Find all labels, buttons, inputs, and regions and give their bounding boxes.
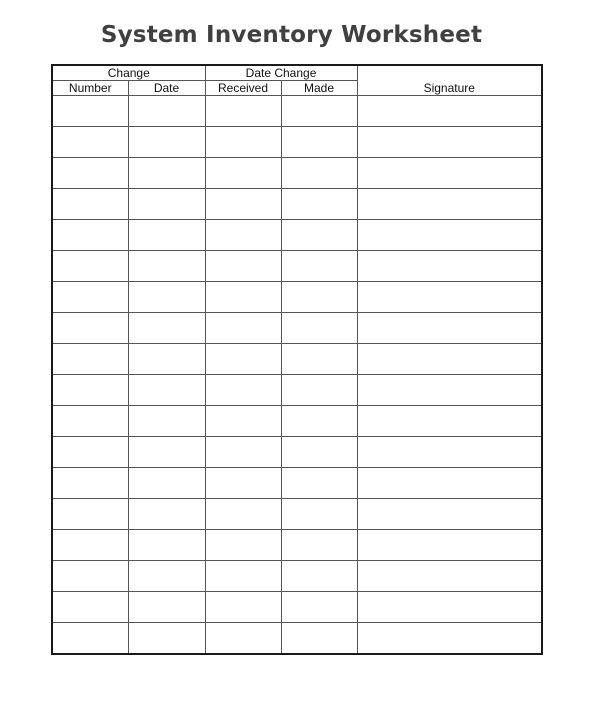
- received-cell: [205, 561, 281, 592]
- number-cell: [52, 375, 128, 406]
- table-row: [52, 406, 542, 437]
- received-cell: [205, 437, 281, 468]
- header-change: Change: [52, 65, 205, 81]
- received-cell: [205, 282, 281, 313]
- date-cell: [128, 623, 205, 655]
- received-cell: [205, 344, 281, 375]
- date-cell: [128, 96, 205, 127]
- made-cell: [281, 251, 357, 282]
- made-cell: [281, 127, 357, 158]
- number-cell: [52, 623, 128, 655]
- table-row: [52, 530, 542, 561]
- received-cell: [205, 406, 281, 437]
- inventory-table: [51, 64, 543, 655]
- number-cell: [52, 189, 128, 220]
- date-cell: [128, 313, 205, 344]
- date-cell: [128, 561, 205, 592]
- table-row: [52, 561, 542, 592]
- header-received: Received: [205, 81, 281, 96]
- received-cell: [205, 623, 281, 655]
- number-cell: [52, 592, 128, 623]
- date-cell: [128, 251, 205, 282]
- signature-cell: [357, 344, 542, 375]
- number-cell: [52, 158, 128, 189]
- signature-cell: [357, 127, 542, 158]
- header-date-change: Date Change: [205, 65, 357, 81]
- date-cell: [128, 592, 205, 623]
- received-cell: [205, 592, 281, 623]
- made-cell: [281, 499, 357, 530]
- made-cell: [281, 592, 357, 623]
- number-cell: [52, 96, 128, 127]
- received-cell: [205, 158, 281, 189]
- table-row: [52, 251, 542, 282]
- received-cell: [205, 530, 281, 561]
- number-cell: [52, 468, 128, 499]
- date-cell: [128, 530, 205, 561]
- date-cell: [128, 499, 205, 530]
- date-cell: [128, 437, 205, 468]
- signature-cell: [357, 158, 542, 189]
- signature-cell: [357, 282, 542, 313]
- signature-cell: [357, 468, 542, 499]
- made-cell: [281, 220, 357, 251]
- received-cell: [205, 468, 281, 499]
- table-row: [52, 158, 542, 189]
- received-cell: [205, 251, 281, 282]
- signature-cell: [357, 561, 542, 592]
- made-cell: [281, 344, 357, 375]
- table-row: [52, 344, 542, 375]
- signature-cell: [357, 499, 542, 530]
- header-made: Made: [281, 81, 357, 96]
- number-cell: [52, 313, 128, 344]
- table-row: [52, 499, 542, 530]
- number-cell: [52, 282, 128, 313]
- signature-cell: [357, 530, 542, 561]
- header-date: Date: [128, 81, 205, 96]
- signature-cell: [357, 623, 542, 655]
- received-cell: [205, 127, 281, 158]
- made-cell: [281, 468, 357, 499]
- signature-cell: [357, 375, 542, 406]
- table-row: [52, 468, 542, 499]
- number-cell: [52, 499, 128, 530]
- header-signature: Signature: [357, 65, 542, 96]
- signature-cell: [357, 406, 542, 437]
- date-cell: [128, 158, 205, 189]
- made-cell: [281, 313, 357, 344]
- number-cell: [52, 344, 128, 375]
- signature-cell: [357, 437, 542, 468]
- signature-cell: [357, 189, 542, 220]
- number-cell: [52, 406, 128, 437]
- date-cell: [128, 127, 205, 158]
- signature-cell: [357, 592, 542, 623]
- number-cell: [52, 251, 128, 282]
- signature-cell: [357, 313, 542, 344]
- table-row: [52, 96, 542, 127]
- date-cell: [128, 468, 205, 499]
- table-row: [52, 127, 542, 158]
- made-cell: [281, 437, 357, 468]
- date-cell: [128, 220, 205, 251]
- table-row: [52, 592, 542, 623]
- table-row: [52, 282, 542, 313]
- made-cell: [281, 406, 357, 437]
- made-cell: [281, 530, 357, 561]
- made-cell: [281, 561, 357, 592]
- date-cell: [128, 375, 205, 406]
- table-row: [52, 313, 542, 344]
- received-cell: [205, 499, 281, 530]
- table-body: [52, 96, 542, 655]
- number-cell: [52, 127, 128, 158]
- made-cell: [281, 189, 357, 220]
- date-cell: [128, 282, 205, 313]
- table-row: [52, 375, 542, 406]
- received-cell: [205, 313, 281, 344]
- signature-cell: [357, 251, 542, 282]
- received-cell: [205, 189, 281, 220]
- signature-cell: [357, 96, 542, 127]
- date-cell: [128, 189, 205, 220]
- table-row: [52, 437, 542, 468]
- received-cell: [205, 220, 281, 251]
- received-cell: [205, 96, 281, 127]
- number-cell: [52, 561, 128, 592]
- date-cell: [128, 344, 205, 375]
- made-cell: [281, 96, 357, 127]
- made-cell: [281, 282, 357, 313]
- made-cell: [281, 158, 357, 189]
- table-row: [52, 220, 542, 251]
- number-cell: [52, 220, 128, 251]
- number-cell: [52, 437, 128, 468]
- table-row: [52, 623, 542, 655]
- made-cell: [281, 623, 357, 655]
- page-title: System Inventory Worksheet: [100, 22, 483, 48]
- number-cell: [52, 530, 128, 561]
- date-cell: [128, 406, 205, 437]
- made-cell: [281, 375, 357, 406]
- table-row: [52, 189, 542, 220]
- signature-cell: [357, 220, 542, 251]
- header-number: Number: [52, 81, 128, 96]
- received-cell: [205, 375, 281, 406]
